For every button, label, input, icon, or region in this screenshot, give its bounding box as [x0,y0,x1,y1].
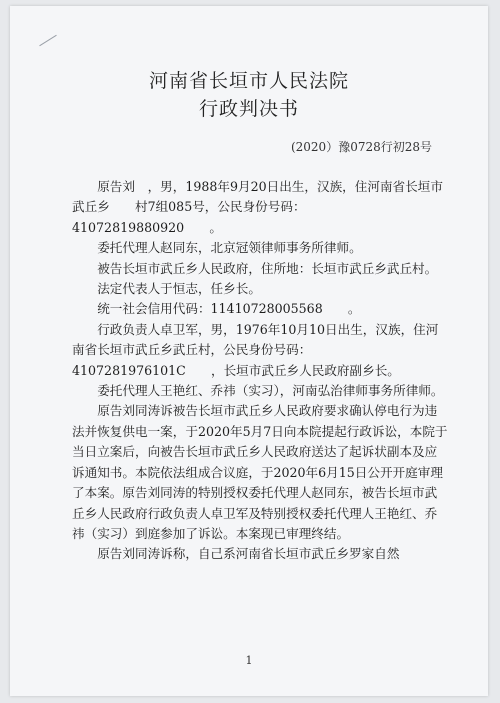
paragraph-plaintiff: 原告刘 ，男，1988年9月20日出生，汉族，住河南省长垣市武丘乡 村7组085号，公民身份号码：41072819880920 。 [72,179,443,235]
paragraph-plaintiff-claims: 原告刘同涛诉称，自己系河南省长垣市武丘乡罗家自然 [97,546,400,562]
paragraph-credit-code: 统一社会信用代码：11410728005568 。 [97,301,361,317]
document-type: 行政判决书 [198,98,299,120]
paragraph-administrative-head: 行政负责人卓卫军，男，1976年10月10日出生，汉族，住河南省长垣市武丘乡武丘村，公民身份号码：4107281976101C ，长垣市武丘乡人民政府副乡长。 [72,321,439,378]
document-page [10,6,488,696]
page-number: 1 [245,654,253,667]
paragraph-defendant-agents: 委托代理人王艳红、乔祎（实习），河南弘治律师事务所律师。 [97,383,444,399]
paragraph-case-history: 原告刘同涛诉被告长垣市武丘乡人民政府要求确认停电行为违法并恢复供电一案，于2020年5月7日向本院提起行政诉讼，本院于当日立案后，向被告长垣市武丘乡人民政府送达了起诉状副本及应诉通知书。本院依法组成合议庭，于2020年6月15日公开开庭审理了本案。原告刘同涛的特别授权委托代理人赵同东，被告长垣市武丘乡人民政府行政负责人卓卫军及特别授权委托代理人王艳红、乔祎（实习）到庭参加了诉讼。本案现已审理终结。 [72,403,448,541]
paragraph-defendant: 被告长垣市武丘乡人民政府，住所地：长垣市武丘乡武丘村。 [97,260,438,276]
case-number: (2020）豫0728行初28号 [290,140,432,154]
document-body [72,177,448,565]
court-name: 河南省长垣市人民法院 [148,70,349,92]
pen-mark [39,35,56,46]
paragraph-plaintiff-agent: 委托代理人赵同东，北京冠领律师事务所律师。 [97,240,362,256]
paragraph-legal-representative: 法定代表人于恒志，任乡长。 [97,281,261,297]
